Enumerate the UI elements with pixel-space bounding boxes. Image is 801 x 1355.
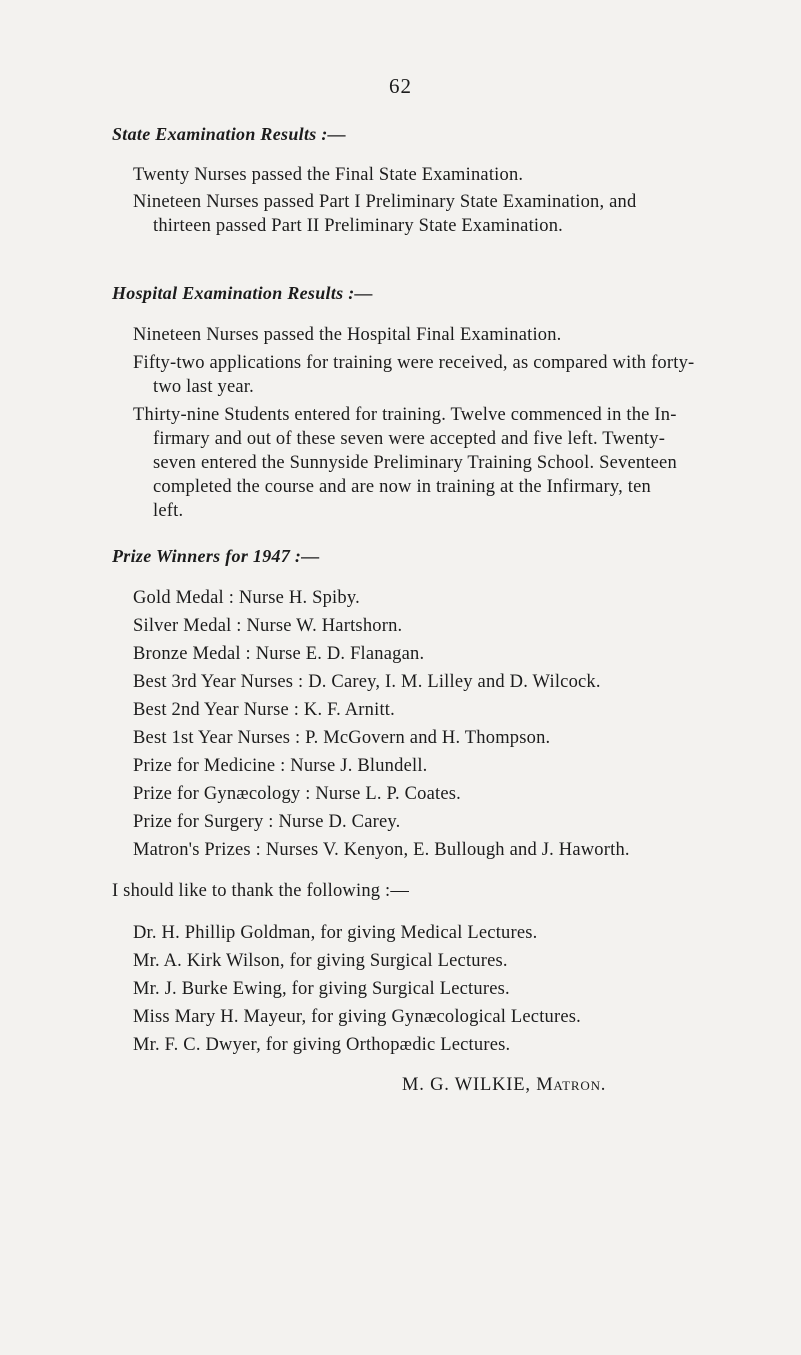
prize-item: Best 1st Year Nurses : P. McGovern and H. Thompson. (133, 728, 551, 748)
signature-name: M. G. WILKIE, (402, 1075, 531, 1095)
hospital-exam-heading: Hospital Examination Results :— (112, 283, 373, 303)
prize-item: Prize for Medicine : Nurse J. Blundell. (133, 756, 428, 776)
thanks-item: Dr. H. Phillip Goldman, for giving Medical Lectures. (133, 923, 538, 943)
hospital-exam-paragraph-2-line-1: Fifty-two applications for training were received, as compared with forty- (133, 353, 695, 373)
hospital-exam-paragraph-1: Nineteen Nurses passed the Hospital Final Examination. (133, 325, 562, 345)
prize-item: Prize for Surgery : Nurse D. Carey. (133, 812, 401, 832)
hospital-exam-paragraph-3-line-4: completed the course and are now in training at the Infirmary, ten (153, 477, 651, 497)
state-exam-paragraph-1: Twenty Nurses passed the Final State Examination. (133, 165, 524, 185)
thanks-item: Miss Mary H. Mayeur, for giving Gynæcological Lectures. (133, 1007, 581, 1027)
prize-item: Best 3rd Year Nurses : D. Carey, I. M. Lilley and D. Wilcock. (133, 672, 601, 692)
hospital-exam-paragraph-3-line-5: left. (153, 501, 184, 521)
thanks-item: Mr. A. Kirk Wilson, for giving Surgical Lectures. (133, 951, 508, 971)
state-exam-paragraph-2-line-2: thirteen passed Part II Preliminary State Examination. (153, 216, 563, 236)
hospital-exam-paragraph-3-line-3: seven entered the Sunnyside Preliminary Training School. Seventeen (153, 453, 677, 473)
thanks-item: Mr. J. Burke Ewing, for giving Surgical Lectures. (133, 979, 510, 999)
hospital-exam-paragraph-3-line-2: firmary and out of these seven were accepted and five left. Twenty- (153, 429, 666, 449)
signature (402, 1075, 606, 1096)
hospital-exam-paragraph-2-line-2: two last year. (153, 377, 254, 397)
page-number: 62 (389, 74, 412, 98)
prize-item: Prize for Gynæcology : Nurse L. P. Coates. (133, 784, 461, 804)
prize-item: Gold Medal : Nurse H. Spiby. (133, 588, 360, 608)
signature-title: Matron. (536, 1075, 607, 1095)
thanks-intro: I should like to thank the following :— (112, 881, 410, 901)
thanks-item: Mr. F. C. Dwyer, for giving Orthopædic Lectures. (133, 1035, 511, 1055)
prize-item: Matron's Prizes : Nurses V. Kenyon, E. Bullough and J. Haworth. (133, 840, 630, 860)
hospital-exam-paragraph-3-line-1: Thirty-nine Students entered for training. Twelve commenced in the In- (133, 405, 677, 425)
prize-item: Best 2nd Year Nurse : K. F. Arnitt. (133, 700, 395, 720)
prize-winners-heading: Prize Winners for 1947 :— (112, 546, 320, 566)
prize-item: Bronze Medal : Nurse E. D. Flanagan. (133, 644, 425, 664)
state-exam-paragraph-2-line-1: Nineteen Nurses passed Part I Preliminary State Examination, and (133, 192, 637, 212)
prize-item: Silver Medal : Nurse W. Hartshorn. (133, 616, 403, 636)
state-exam-heading: State Examination Results :— (112, 124, 346, 144)
